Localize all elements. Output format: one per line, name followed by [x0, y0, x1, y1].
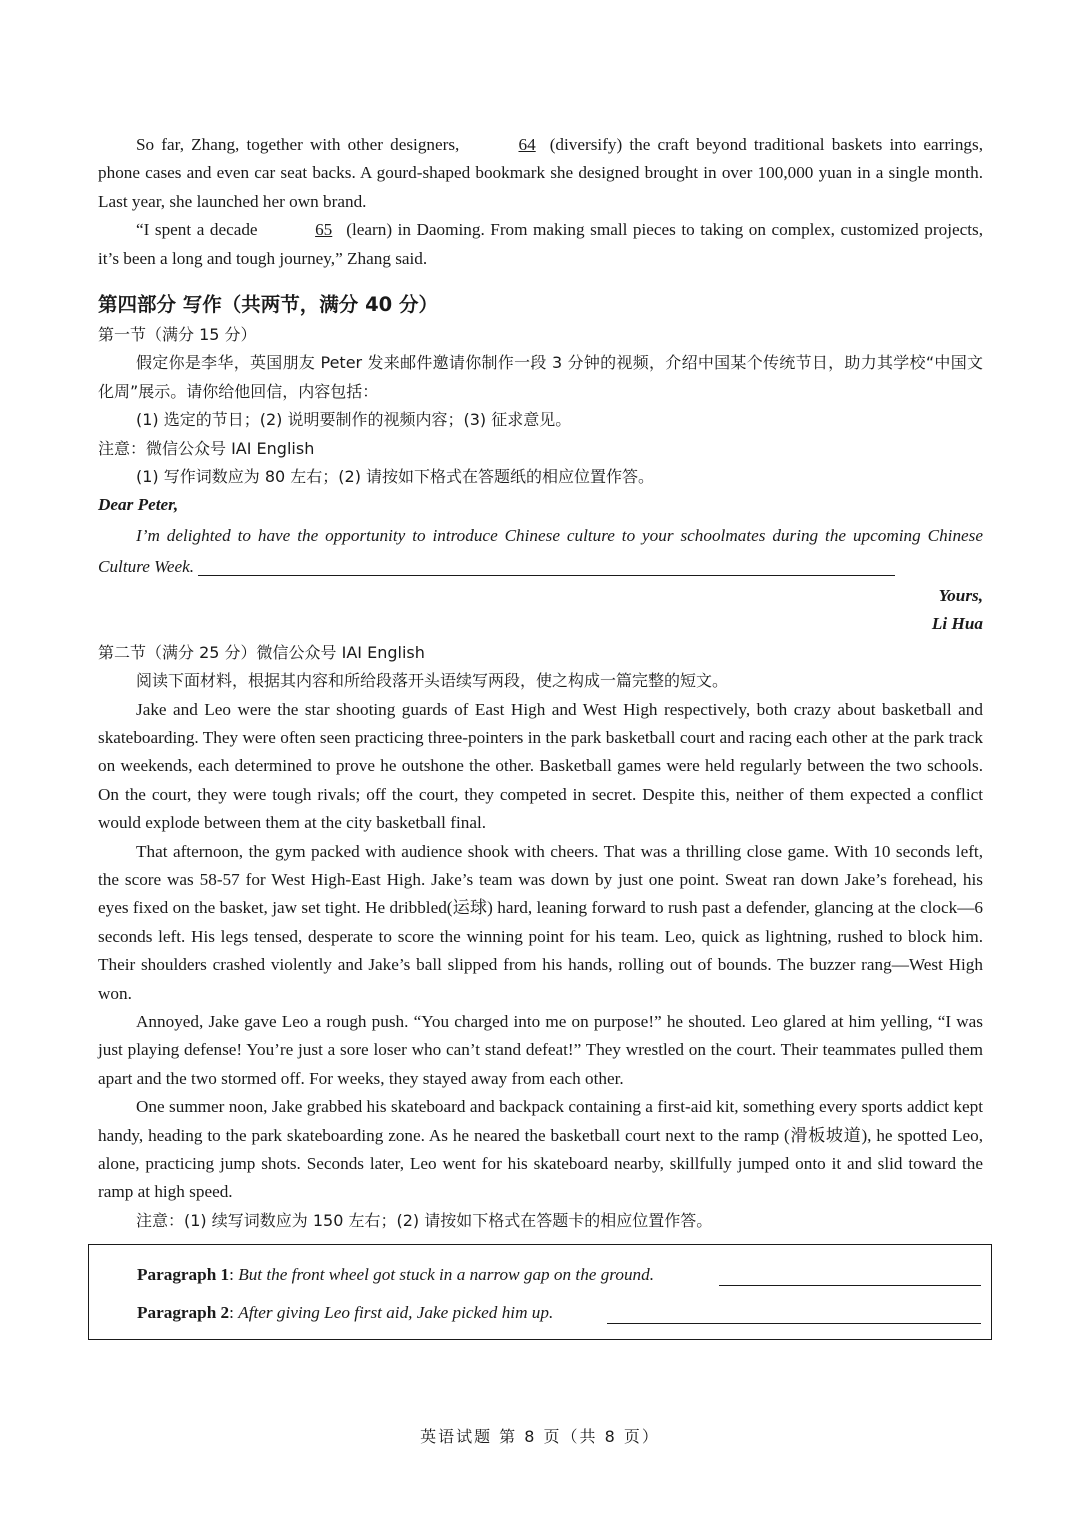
passage-text: So far, Zhang, together with other designers, [136, 135, 467, 154]
paragraph-2-label: Paragraph 2 [137, 1303, 230, 1322]
page-footer: 英语试题 第 8 页（共 8 页） [420, 1427, 660, 1446]
section1-title: 第一节（满分 15 分） [98, 325, 257, 345]
passage-paragraph [98, 216, 983, 273]
section1-note: (1) 写作词数应为 80 左右；(2) 请按如下格式在答题纸的相应位置作答。 [136, 467, 655, 487]
answer-line[interactable] [719, 1285, 981, 1286]
answer-blank-65[interactable]: 65 [315, 220, 333, 240]
letter-salutation: Dear Peter, [98, 495, 179, 515]
letter-closing: Yours, [938, 585, 983, 605]
passage-text: (diversify) the craft beyond traditional baskets into earrings, phone cases and even car seat backs. A gourd-shaped bookmark she designed brought in over 100,000 yuan in a single month. Last year, she launched her own brand. [98, 135, 983, 211]
paragraph-2-opening: After giving Leo first aid, Jake picked him up. [238, 1303, 554, 1322]
answer-line[interactable] [607, 1323, 981, 1324]
paragraph-2-row: Paragraph 2: After giving Leo first aid, Jake picked him up. [137, 1298, 981, 1328]
letter-opening-text: I’m delighted to have the opportunity to introduce Chinese culture to your schoolmates during the upcoming Chinese Culture Week. [98, 525, 983, 576]
section2-instruction: 阅读下面材料，根据其内容和所给段落开头语续写两段，使之构成一篇完整的短文。 [136, 671, 729, 691]
story-paragraph-2: That afternoon, the gym packed with audience shook with cheers. That was a thrilling close game. With 10 seconds left, the score was 58-57 for West High-East High. Jake’s team was down by just one point. Sweat ran down Jake’s forehead, his eyes fixed on the basket, jaw set tight. He dribbled(运球) hard, leaning forward to rush past a defender, glancing at the clock—6 seconds left. His legs tensed, desperate to score the winning point for his team. Leo, quick as lightning, rushed to block him. Their shoulders crashed violently and Jake’s ball slipped from his hands, rolling out of bounds. The buzzer rang—West High won. [98, 841, 983, 1003]
section2-title: 第二节（满分 25 分）微信公众号 IAI English [98, 642, 425, 662]
continuation-box [88, 1244, 992, 1340]
passage-text: (learn) in Daoming. From making small pieces to taking on complex, customized projects, it’s been a long and tough journey,” Zhang said. [98, 220, 983, 268]
section1-note-label: 注意：微信公众号 IAI English [98, 438, 315, 458]
exam-page [98, 131, 983, 1235]
answer-line[interactable] [198, 575, 895, 576]
story-paragraph-4: One summer noon, Jake grabbed his skateboard and backpack containing a first-aid kit, something every sports addict kept handy, heading to the park skateboarding zone. As he neared the basketball court next to the ramp (滑板坡道), he spotted Leo, alone, practicing jump shots. Seconds later, Leo went for his skateboard nearby, skillfully jumped onto it and slid toward the ramp at high speed. [98, 1097, 983, 1202]
section1-prompt: 假定你是李华，英国朋友 Peter 发来邮件邀请你制作一段 3 分钟的视频，介绍中国某个传统节日，助力其学校“中国文化周”展示。请你给他回信，内容包括： [98, 353, 983, 401]
story-paragraph-1: Jake and Leo were the star shooting guards of East High and West High respectively, both crazy about basketball and skateboarding. They were often seen practicing three-pointers in the park basketball court and racing each other at the park track on weekends, each determined to prove he outshone the other. Basketball games were held regularly between the two schools. On the court, they were tough rivals; off the court, they competed in secret. Despite this, neither of them expected a conflict would explode between them at the city basketball final. [98, 699, 983, 833]
section2-note: 注意：(1) 续写词数应为 150 左右；(2) 请按如下格式在答题卡的相应位置作答。 [136, 1210, 713, 1230]
letter-signature: Li Hua [931, 614, 983, 634]
answer-blank-64[interactable]: 64 [518, 135, 536, 154]
part4-heading: 第四部分 写作（共两节，满分 40 分） [98, 293, 439, 317]
paragraph-1-row: Paragraph 1: But the front wheel got stuck in a narrow gap on the ground. [137, 1260, 981, 1290]
passage-paragraph [98, 131, 983, 216]
paragraph-1-label: Paragraph 1 [137, 1265, 230, 1284]
section1-points: (1) 选定的节日；(2) 说明要制作的视频内容；(3) 征求意见。 [136, 410, 572, 430]
paragraph-1-opening: But the front wheel got stuck in a narrow gap on the ground. [238, 1265, 655, 1284]
passage-text: “I spent a decade [136, 220, 264, 240]
letter-opening [98, 520, 983, 582]
story-paragraph-3: Annoyed, Jake gave Leo a rough push. “You charged into me on purpose!” he shouted. Leo glared at him yelling, “I was just playing defense! You’re just a sore loser who can’t stand defeat!” They wrestled on the court. Their teammates pulled them apart and the two stormed off. For weeks, they stayed away from each other. [98, 1011, 983, 1088]
